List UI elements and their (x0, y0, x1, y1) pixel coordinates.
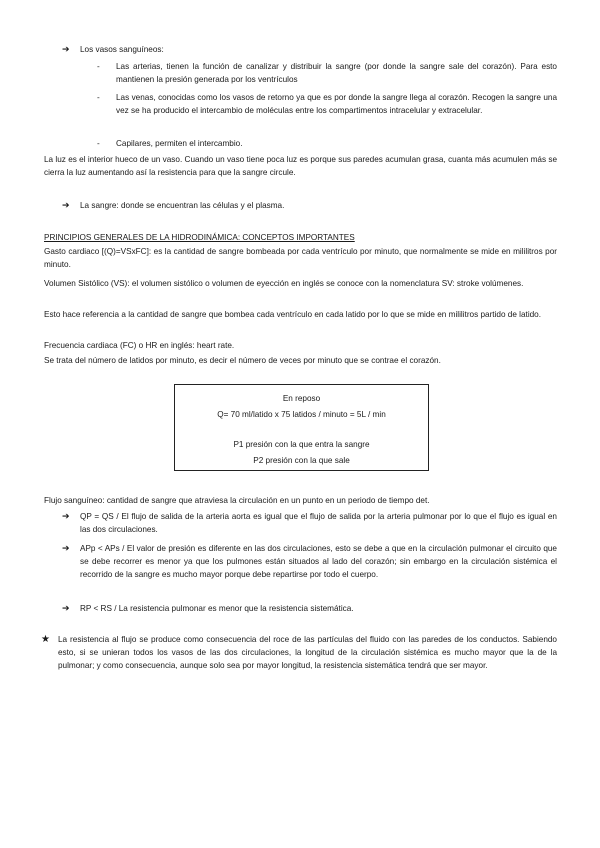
flujo-item-qp (62, 510, 557, 536)
dash-icon: - (97, 62, 100, 71)
vasos-item-text: Las venas, conocidas como los vasos de retorno ya que es por donde la sangre llega al corazón. Recogen la sangre una vez se ha producido el intercambio de moléculas entre los compartimentos intracelular y extracelular. (116, 93, 557, 116)
arrow-icon: ➔ (62, 511, 70, 521)
dash-icon: - (97, 139, 100, 148)
arrow-icon: ➔ (62, 603, 70, 613)
volumen-sistolico-paragraph: Volumen Sistólico (VS): el volumen sistólico o volumen de eyección en inglés se conoce con la nomenclatura SV: stroke volúmenes. (44, 279, 524, 288)
gasto-cardiaco-paragraph: Gasto cardiaco [(Q)=VSxFC]: es la cantidad de sangre bombeada por cada ventrículo por minuto, que normalmente se mide en mililitros por minuto. (44, 247, 557, 270)
trata-paragraph: Se trata del número de latidos por minuto, es decir el número de veces por minuto que se contrae el corazón. (44, 356, 441, 365)
flujo-item-text: QP = QS / El flujo de salida de la arteria aorta es igual que el flujo de salida por la arteria pulmonar por lo que el flujo es igual en las dos circulaciones. (80, 512, 557, 535)
principios-heading: PRINCIPIOS GENERALES DE LA HIDRODINÁMICA: CONCEPTOS IMPORTANTES (44, 233, 355, 242)
box-line-p1: P1 presión con la que entra la sangre (233, 440, 370, 449)
sangre-bullet (62, 199, 542, 212)
luz-paragraph: La luz es el interior hueco de un vaso. Cuando un vaso tiene poca luz es porque sus paredes acumulan grasa, cuanta más acumulen más se cierra la luz aumentando así la resistencia para que la sangre circule. (44, 155, 557, 178)
arrow-icon: ➔ (62, 44, 70, 54)
esto-paragraph: Esto hace referencia a la cantidad de sangre que bombea cada ventrículo en cada latido por lo que se mide en mililitros partido de latido. (44, 310, 542, 319)
flujo-intro: Flujo sanguíneo: cantidad de sangre que atraviesa la circulación en un punto en un periodo de tiempo det. (44, 496, 430, 505)
flujo-item-text: APp < APs / El valor de presión es diferente en las dos circulaciones, esto se debe a que en la circulación pulmonar el circuito que se debe recorrer es menor ya que los pulmones están situados al lado del corazón; sin embargo en la circulación sistémica el recorrido de la sangre es mucho mayor porque debe repartirse por todo el cuerpo. (80, 544, 557, 580)
vasos-item-venas (97, 91, 557, 117)
star-icon: ★ (41, 634, 50, 645)
box-line-p2: P2 presión con la que sale (253, 456, 350, 465)
sangre-text: La sangre: donde se encuentran las células y el plasma. (80, 201, 285, 210)
dash-icon: - (97, 93, 100, 102)
arrow-icon: ➔ (62, 543, 70, 553)
flujo-item-ap (62, 542, 557, 582)
vasos-bullet (62, 43, 542, 56)
vasos-item-text: Las arterias, tienen la función de canalizar y distribuir la sangre (por donde la sangre sale del corazón). Para esto mantienen la presión generada por los ventrículos (116, 62, 557, 85)
flujo-item-rp (62, 602, 557, 615)
box-line-formula: Q= 70 ml/latido x 75 latidos / minuto = 5L / min (217, 410, 386, 419)
vasos-item-arterias (97, 60, 557, 86)
arrow-icon: ➔ (62, 200, 70, 210)
vasos-item-text: Capilares, permiten el intercambio. (116, 139, 243, 148)
box-line-reposo: En reposo (282, 394, 321, 403)
resistencia-note: La resistencia al flujo se produce como consecuencia del roce de las partículas del fluido con las paredes de los conductos. Sabiendo esto, si se unieran todos los vasos de las dos circulaciones, la longitud de la circulación sistémica es mucho mayor que la de la pulmonar; y como consecuencia, aunque solo sea por mayor longitud, la resistencia sistemática tendrá que ser mayor. (58, 635, 557, 671)
vasos-item-capilares (97, 137, 557, 150)
reposo-box (174, 384, 429, 471)
flujo-item-text: RP < RS / La resistencia pulmonar es menor que la resistencia sistemática. (80, 604, 354, 613)
frecuencia-paragraph: Frecuencia cardiaca (FC) o HR en inglés: heart rate. (44, 341, 235, 350)
vasos-title: Los vasos sanguíneos: (80, 45, 164, 54)
